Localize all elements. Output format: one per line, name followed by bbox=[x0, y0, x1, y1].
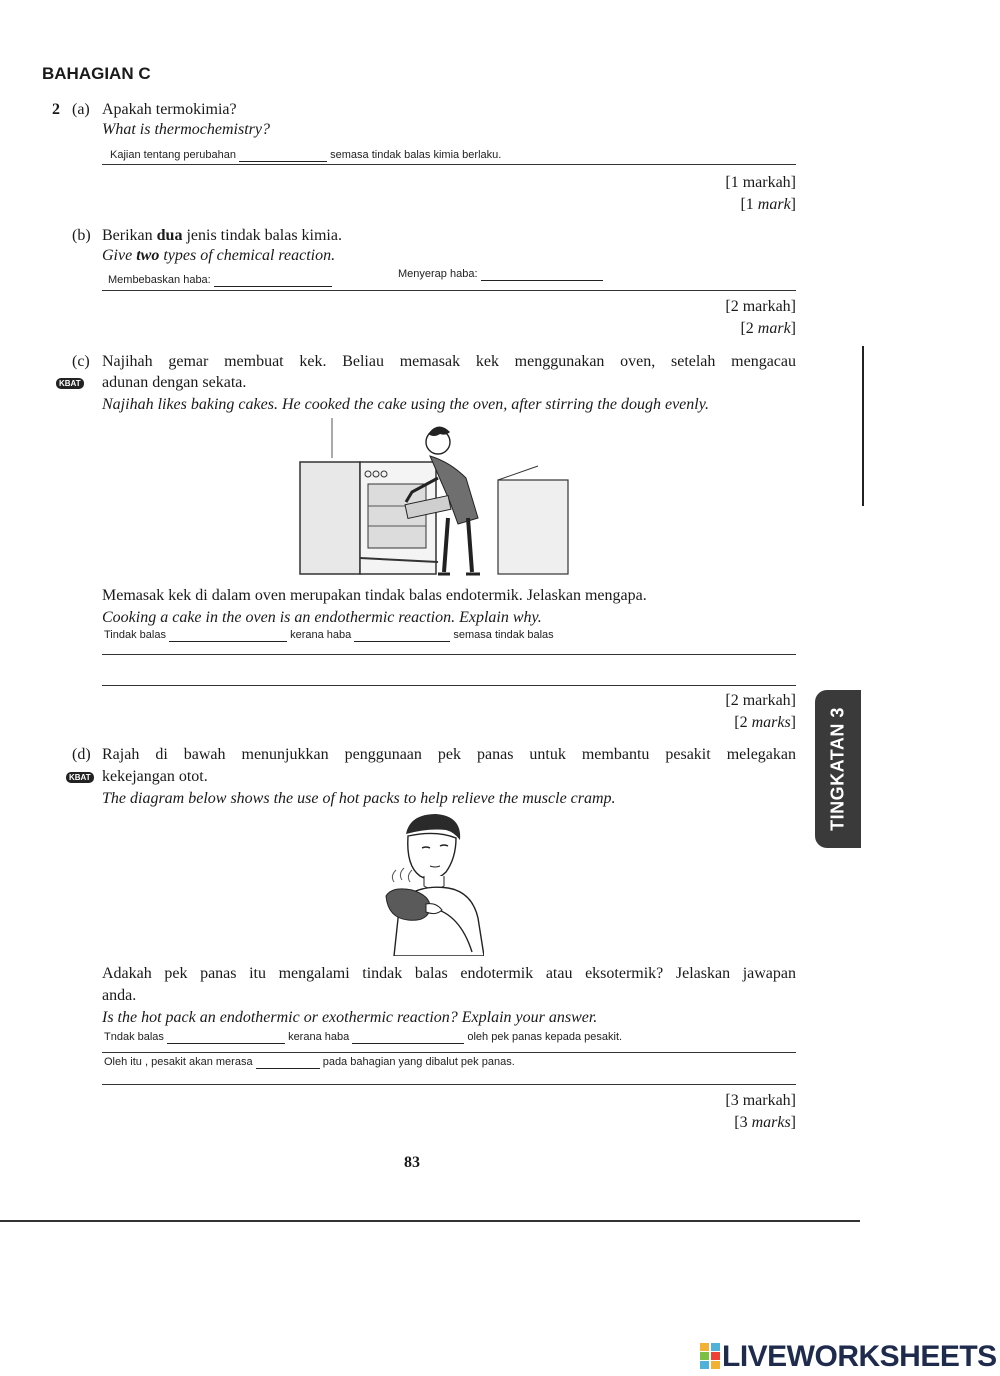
part-a-answer-blank[interactable] bbox=[239, 149, 327, 162]
margin-line bbox=[862, 346, 864, 506]
part-b-label: (b) bbox=[72, 227, 91, 244]
part-b-rule bbox=[102, 290, 796, 291]
part-c-label: (c) bbox=[72, 353, 90, 370]
part-d-marks bbox=[725, 1090, 796, 1134]
part-b-field2 bbox=[398, 268, 603, 281]
part-d-rule2 bbox=[102, 1084, 796, 1085]
part-b-field1-label: Membebaskan haba: bbox=[108, 274, 211, 286]
part-d-ans2-part2: pada bahagian yang dibalut pek panas. bbox=[322, 1056, 515, 1068]
part-d-question-en: Is the hot pack an endothermic or exothermic reaction? Explain your answer. bbox=[102, 1009, 598, 1026]
part-d-label: (d) bbox=[72, 746, 91, 763]
part-a-marks-en: [1 mark] bbox=[740, 196, 796, 213]
page-number: 83 bbox=[404, 1154, 420, 1171]
part-d-question-ms-line2: anda. bbox=[102, 987, 137, 1004]
part-c-ans-part2: kerana haba bbox=[290, 629, 352, 641]
part-d-marks-en: [3 marks] bbox=[734, 1114, 796, 1131]
part-c-question-ms: Memasak kek di dalam oven merupakan tindak balas endotermik. Jelaskan mengapa. bbox=[102, 587, 647, 604]
part-c-intro-ms-line2: adunan dengan sekata. bbox=[102, 374, 247, 391]
part-d-marks-ms: [3 markah] bbox=[725, 1092, 796, 1109]
part-a-marks bbox=[725, 172, 796, 216]
question-number: 2 bbox=[52, 101, 60, 118]
part-a-answer-prefix: Kajian tentang perubahan bbox=[110, 149, 236, 161]
part-b-marks-ms: [2 markah] bbox=[725, 298, 796, 315]
part-a-question-ms: Apakah termokimia? bbox=[102, 101, 237, 118]
part-b-marks-en: [2 mark] bbox=[740, 320, 796, 337]
part-d-intro-ms-line2: kekejangan otot. bbox=[102, 768, 208, 785]
part-d-kbat-badge: KBAT bbox=[66, 768, 98, 786]
part-a-rule bbox=[102, 164, 796, 165]
part-c-marks-ms: [2 markah] bbox=[725, 692, 796, 709]
part-d-intro-en: The diagram below shows the use of hot packs to help relieve the muscle cramp. bbox=[102, 790, 616, 807]
brand-name: LIVEWORKSHEETS bbox=[722, 1340, 997, 1373]
part-b-field1-blank[interactable] bbox=[214, 274, 332, 287]
bottom-scan-line bbox=[0, 1220, 860, 1222]
part-d-question-ms-line1: Adakah pek panas itu mengalami tindak balas endotermik atau eksotermik? Jelaskan jawapan bbox=[102, 965, 796, 982]
part-d-rule1 bbox=[102, 1052, 796, 1053]
brand-logo bbox=[700, 1340, 997, 1374]
part-a-answer-line bbox=[110, 149, 501, 162]
part-c-blank2[interactable] bbox=[354, 629, 450, 642]
side-tab-label: TINGKATAN 3 bbox=[827, 707, 848, 831]
part-c-marks-en: [2 marks] bbox=[734, 714, 796, 731]
part-b-field1 bbox=[108, 274, 332, 287]
part-d-answer-line2 bbox=[104, 1056, 515, 1069]
part-c-answer-line bbox=[104, 629, 554, 642]
part-b-field2-blank[interactable] bbox=[481, 268, 603, 281]
part-c-ans-part3: semasa tindak balas bbox=[453, 629, 554, 641]
part-a-label: (a) bbox=[72, 101, 90, 118]
part-c-question-en: Cooking a cake in the oven is an endothermic reaction. Explain why. bbox=[102, 609, 542, 626]
part-c-marks bbox=[725, 690, 796, 734]
part-c-intro-ms-line1: Najihah gemar membuat kek. Beliau memasak kek menggunakan oven, setelah mengacau bbox=[102, 353, 796, 370]
part-b-question-en: Give two types of chemical reaction. bbox=[102, 247, 336, 264]
part-d-blank2[interactable] bbox=[352, 1031, 464, 1044]
part-d-intro-ms-line1: Rajah di bawah menunjukkan penggunaan pek panas untuk membantu pesakit melegakan bbox=[102, 746, 796, 763]
part-b-question-ms: Berikan dua jenis tindak balas kimia. bbox=[102, 227, 342, 244]
part-a-answer-suffix: semasa tindak balas kimia berlaku. bbox=[330, 149, 502, 161]
part-c-kbat-badge: KBAT bbox=[56, 374, 88, 392]
hot-pack-illustration bbox=[380, 812, 484, 956]
part-d-answer-line1 bbox=[104, 1031, 622, 1044]
part-c-rule2 bbox=[102, 685, 796, 686]
brand-grid-icon bbox=[700, 1343, 720, 1369]
side-tab bbox=[815, 690, 861, 848]
part-c-intro-en: Najihah likes baking cakes. He cooked the cake using the oven, after stirring the dough evenly. bbox=[102, 396, 709, 413]
part-d-ans1-part2: kerana haba bbox=[288, 1031, 350, 1043]
part-d-blank3[interactable] bbox=[256, 1056, 320, 1069]
part-b-marks bbox=[725, 296, 796, 340]
part-d-blank1[interactable] bbox=[167, 1031, 285, 1044]
section-title: BAHAGIAN C bbox=[42, 64, 151, 83]
part-c-blank1[interactable] bbox=[169, 629, 287, 642]
part-d-ans1-part1: Tndak balas bbox=[104, 1031, 164, 1043]
part-b-field2-label: Menyerap haba: bbox=[398, 268, 478, 280]
part-c-ans-part1: Tindak balas bbox=[104, 629, 166, 641]
part-d-ans1-part3: oleh pek panas kepada pesakit. bbox=[467, 1031, 623, 1043]
oven-baking-illustration bbox=[298, 418, 570, 580]
part-a-marks-ms: [1 markah] bbox=[725, 174, 796, 191]
part-a-question-en: What is thermochemistry? bbox=[102, 121, 270, 138]
part-d-ans2-part1: Oleh itu , pesakit akan merasa bbox=[104, 1056, 253, 1068]
part-c-rule1 bbox=[102, 654, 796, 655]
